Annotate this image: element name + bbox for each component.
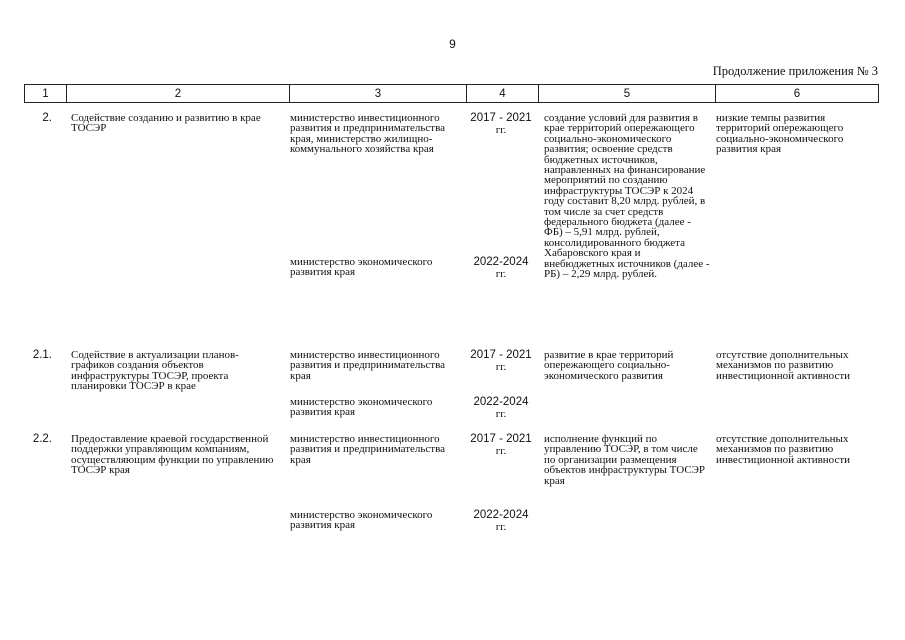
period-primary-suffix: гг.	[495, 124, 507, 136]
row-number: 2.2.	[32, 433, 52, 445]
period-primary-suffix: гг.	[495, 445, 507, 457]
expected-result: создание условий для развития в крае территорий опережающего социально-экономического развития; освоение средств бюджетных источников, направленных на финансирование мероприятий по созданию инфраструктуры ТОСЭР к 2024 году составит 8,20 млрд. рублей, в том числе за счет средств федерального бюджета (далее - ФБ) – 5,91 млрд. рублей, консолидированного бюджета Хабаровского края и внебюджетных источников (далее - РБ) – 2,29 млрд. рублей.	[544, 112, 710, 281]
consequence: низкие темпы развития территорий опережающего социально-экономического развития края	[716, 112, 844, 156]
executor-primary: министерство инвестиционного развития и предпринимательства края, министерство жилищно-коммунального хозяйства края	[290, 112, 446, 156]
period-secondary-suffix: гг.	[495, 521, 507, 533]
row-title: Содействие в актуализации планов-графиков создания объектов инфраструктуры ТОСЭР, проекта планировки ТОСЭР в крае	[71, 349, 239, 393]
executor-secondary: министерство экономического развития края	[290, 396, 433, 419]
executor-primary: министерство инвестиционного развития и предпринимательства края	[290, 433, 446, 466]
executor-secondary: министерство экономического развития края	[290, 256, 433, 279]
period-primary-suffix: гг.	[495, 361, 507, 373]
period-secondary: 2022-2024	[473, 509, 529, 521]
col-header-6: 6	[716, 85, 879, 103]
row-title: Предоставление краевой государственной поддержки управляющим компаниям, осуществляющим функции по управлению ТОСЭР края	[71, 433, 274, 477]
col-header-3: 3	[290, 85, 467, 103]
col-header-5: 5	[539, 85, 716, 103]
col-header-4: 4	[467, 85, 539, 103]
period-primary: 2017 - 2021	[470, 349, 532, 361]
column-header-row	[24, 84, 879, 103]
period-secondary-suffix: гг.	[495, 408, 507, 420]
expected-result: развитие в крае территорий опережающего социально-экономического развития	[544, 349, 674, 382]
period-primary: 2017 - 2021	[470, 433, 532, 445]
row-title: Содействие созданию и развитию в крае ТОСЭР	[71, 112, 261, 135]
col-header-1: 1	[25, 85, 67, 103]
col-header-2: 2	[67, 85, 290, 103]
executor-secondary: министерство экономического развития края	[290, 509, 433, 532]
row-number: 2.	[42, 112, 52, 124]
period-secondary-suffix: гг.	[495, 268, 507, 280]
period-secondary: 2022-2024	[473, 256, 529, 268]
continuation-note: Продолжение приложения № 3	[712, 64, 878, 78]
period-secondary: 2022-2024	[473, 396, 529, 408]
period-primary: 2017 - 2021	[470, 112, 532, 124]
consequence: отсутствие дополнительных механизмов по развитию инвестиционной активности	[716, 349, 851, 382]
executor-primary: министерство инвестиционного развития и предпринимательства края	[290, 349, 446, 382]
expected-result: исполнение функций по управлению ТОСЭР, в том числе по организации размещения объектов инфраструктуры ТОСЭР края	[544, 433, 706, 487]
page-number: 9	[449, 37, 456, 51]
row-number: 2.1.	[32, 349, 52, 361]
consequence: отсутствие дополнительных механизмов по развитию инвестиционной активности	[716, 433, 851, 466]
